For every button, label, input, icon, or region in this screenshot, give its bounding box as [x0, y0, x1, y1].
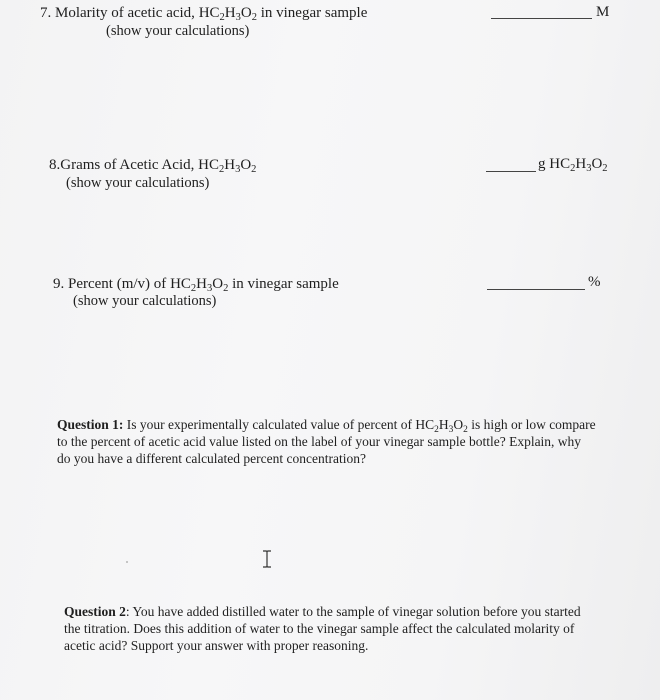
q9-unit: % — [588, 274, 601, 290]
question1-formula: $HC_2H_3O_2$ — [415, 417, 468, 435]
question2-paragraph — [64, 603, 604, 654]
q8-number: 8. — [49, 157, 61, 173]
q9-subtitle: (show your calculations) — [73, 293, 217, 309]
question1-line1: Question 1: Is your experimentally calculated value of percent of $HC_2H_3O_2$ is high or low compare — [57, 417, 596, 435]
question1-line2: to the percent of acetic acid value listed on the label of your vinegar sample bottle? Explain, why — [57, 434, 582, 449]
q7-subtitle: (show your calculations) — [106, 23, 250, 39]
q7-answer-blank[interactable] — [491, 18, 592, 19]
q7-number: 7. — [40, 5, 52, 21]
q9-text-after: in vinegar sample — [228, 276, 339, 292]
q7-unit: M — [596, 4, 610, 20]
question1-line3: do you have a different calculated percent concentration? — [57, 451, 366, 466]
question2-label: Question 2 — [64, 604, 126, 619]
q7-formula: $HC_2H_3O_2$ — [198, 5, 257, 24]
q9-number: 9. — [53, 276, 65, 292]
question2-line3: acetic acid? Support your answer with proper reasoning. — [64, 638, 369, 653]
q9-text-before: Percent (m/v) of — [68, 276, 171, 292]
q7-text-after: in vinegar sample — [256, 5, 368, 21]
q9-formula: $HC_2H_3O_2$ — [170, 276, 229, 295]
q8-formula: $HC_2H_3O_2$ — [198, 157, 257, 176]
q8-answer-blank[interactable] — [486, 171, 536, 172]
q7-title — [40, 4, 367, 22]
q8-text-before: Grams of Acetic Acid, — [60, 157, 199, 173]
question2-line2: the titration. Does this addition of water to the vinegar sample affect the calculated molarity of — [64, 621, 575, 636]
question1-paragraph — [57, 416, 617, 467]
q8-unit: g $HC_2H_3O_2$ — [538, 156, 608, 175]
i-beam-cursor-icon — [260, 550, 274, 568]
paper-speck — [126, 561, 128, 563]
q7-text-before: Molarity of acetic acid, — [55, 5, 199, 21]
question1-label: Question 1: — [57, 417, 124, 432]
q8-title — [49, 156, 256, 174]
question2-line1: Question 2: You have added distilled water to the sample of vinegar solution before you started — [64, 604, 581, 619]
q9-answer-blank[interactable] — [487, 289, 585, 290]
q9-title — [53, 275, 339, 293]
q8-subtitle: (show your calculations) — [66, 175, 210, 191]
